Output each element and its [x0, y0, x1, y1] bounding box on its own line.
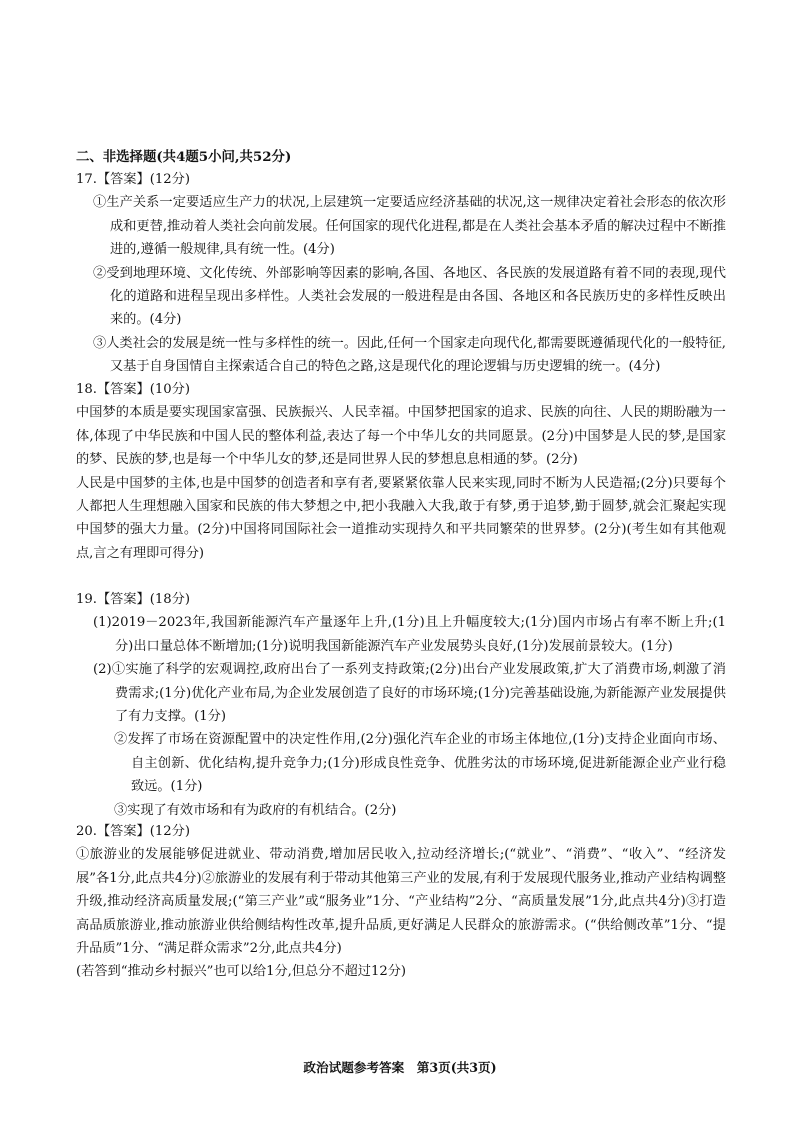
q20-para-1: ①旅游业的发展能够促进就业、带动消费,增加居民收入,拉动经济增长;(“就业”、“消费”、“收入”、“经济发展”各1分,此点共4分)②旅游业的发展有利于带动其他第三产业的发展,有利于发展现代服务业,推动产业结构调整升级,推动经济高质量发展;(“第三产业”或“服务业”1分、“产业结构”2分、“高质量发展”1分,此点共4分)③打造高品质旅游业,推动旅游业供给侧结构性改革,提升品质,更好满足人民群众的旅游需求。(“供给侧改革”1分、“提升品质”1分、“满足群众需求”2分,此点共4分)	[76, 847, 726, 957]
q19-part-2-point-2: ②发挥了市场在资源配置中的决定性作用,(2分)强化汽车企业的市场主体地位,(1分)支持企业面向市场、自主创新、优化结构,提升竞争力;(1分)形成良性竞争、优胜劣汰的市场环境,促进新能源企业产业行稳致远。(1分)	[114, 732, 726, 795]
q19-part-2-point-3: ③实现了有效市场和有为政府的有机结合。(2分)	[114, 802, 397, 818]
q20-header: 20.【答案】(12分)	[76, 824, 190, 839]
q18-para-1: 中国梦的本质是要实现国家富强、民族振兴、人民幸福。中国梦把国家的追求、民族的向往、人民的期盼融为一体,体现了中华民族和中国人民的整体利益,表达了每一个中华儿女的共同愿景。(2分)中国梦是人民的梦,是国家的梦、民族的梦,也是每一个中华儿女的梦,还是同世界人民的梦想息息相通的梦。(2分)	[76, 405, 726, 468]
section-title: 二、非选择题(共4题5小问,共52分)	[76, 149, 292, 165]
q19-part-1: (1)2019－2023年,我国新能源汽车产量逐年上升,(1分)且上升幅度较大;(1分)国内市场占有率不断上升;(1分)出口量总体不断增加;(1分)说明我国新能源汽车产业发展势头良好,(1分)发展前景较大。(1分)	[93, 615, 726, 654]
question-17	[76, 168, 726, 379]
q17-header: 17.【答案】(12分)	[76, 172, 190, 187]
q19-header: 19.【答案】(18分)	[76, 592, 190, 607]
q20-note: (若答到“推动乡村振兴”也可以给1分,但总分不超过12分)	[76, 964, 407, 980]
q18-header: 18.【答案】(10分)	[76, 382, 190, 397]
q17-point-3: ③人类社会的发展是统一性与多样性的统一。因此,任何一个国家走向现代化,都需要既遵循现代化的一般特征,又基于自身国情自主探索适合自己的特色之路,这是现代化的理论逻辑与历史逻辑的统一。(4分)	[93, 335, 726, 375]
question-20	[76, 820, 726, 984]
q19-part-2-point-1: (2)①实施了科学的宏观调控,政府出台了一系列支持政策;(2分)出台产业发展政策,扩大了消费市场,刺激了消费需求;(1分)优化产业布局,为企业发展创造了良好的市场环境;(1分)完善基础设施,为新能源产业发展提供了有力支撑。(1分)	[93, 662, 726, 725]
question-19	[76, 588, 726, 822]
question-18	[76, 378, 726, 565]
page-footer: 政治试题参考答案 第3页(共3页)	[303, 1060, 497, 1075]
q18-para-2: 人民是中国梦的主体,也是中国梦的创造者和享有者,要紧紧依靠人民来实现,同时不断为人民造福;(2分)只要每个人都把人生理想融入国家和民族的伟大梦想之中,把小我融入大我,敢于有梦,勇于追梦,勤于圆梦,就会汇聚起实现中国梦的强大力量。(2分)中国将同国际社会一道推动实现持久和平共同繁荣的世界梦。(2分)(考生如有其他观点,言之有理即可得分)	[76, 475, 726, 561]
q17-point-2: ②受到地理环境、文化传统、外部影响等因素的影响,各国、各地区、各民族的发展道路有着不同的表现,现代化的道路和进程呈现出多样性。人类社会发展的一般进程是由各国、各地区和各民族历史的多样性反映出来的。(4分)	[93, 265, 726, 328]
q17-point-1: ①生产关系一定要适应生产力的状况,上层建筑一定要适应经济基础的状况,这一规律决定着社会形态的依次形成和更替,推动着人类社会向前发展。任何国家的现代化进程,都是在人类社会基本矛盾的解决过程中不断推进的,遵循一般规律,具有统一性。(4分)	[93, 195, 726, 258]
